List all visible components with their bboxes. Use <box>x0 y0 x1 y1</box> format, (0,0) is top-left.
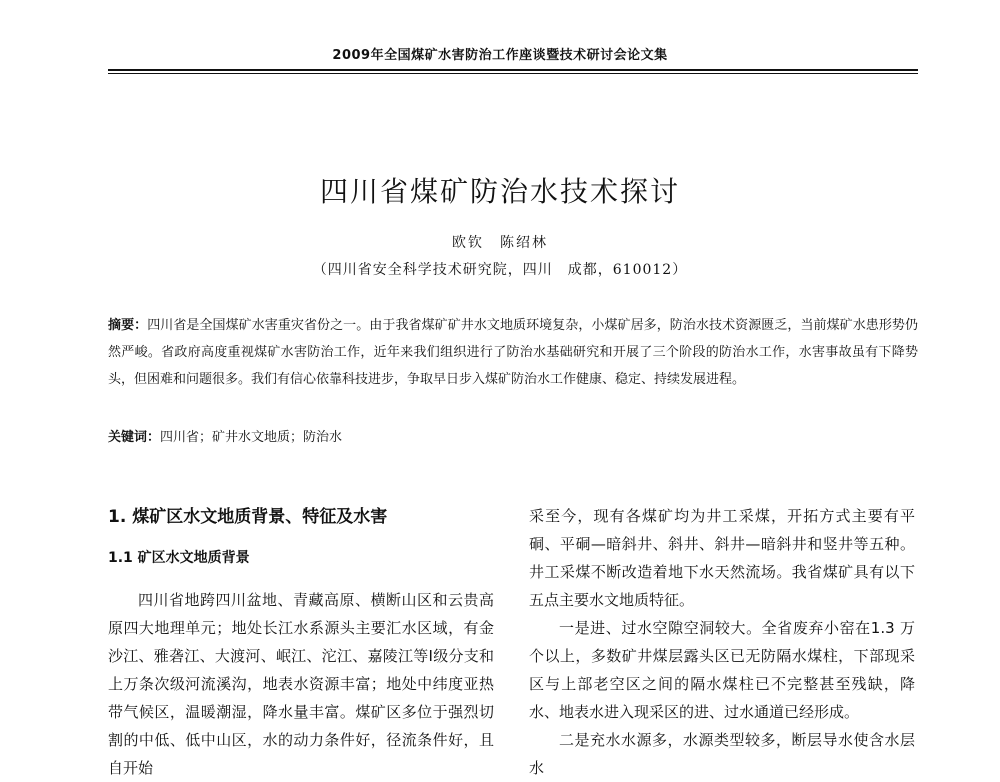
body-paragraph: 一是进、过水空隙空洞较大。全省废弃小窑在1.3 万个以上，多数矿井煤层露头区已无防隔水煤柱，下部现采区与上部老空区之间的隔水煤柱已不完整甚至残缺，降水、地表水进入现采区的进、过水通道已经形成。 <box>529 619 915 721</box>
abstract-label: 摘要： <box>108 318 148 333</box>
section-heading: 1. 煤矿区水文地质背景、特征及水害 <box>108 507 388 527</box>
keywords-label: 关键词： <box>108 430 161 445</box>
left-column <box>108 502 494 782</box>
paper-title: 四川省煤矿防治水技术探讨 <box>319 175 680 208</box>
keywords <box>108 424 918 451</box>
paper-affiliation: （四川省安全科学技术研究院，四川 成都，610012） <box>312 262 688 278</box>
header-rule <box>108 69 918 71</box>
keywords-text: 四川省；矿井水文地质；防治水 <box>160 430 343 445</box>
body-paragraph: 采至今，现有各煤矿均为井工采煤，开拓方式主要有平硐、平硐—暗斜井、斜井、斜井—暗斜井和竖井等五种。井工采煤不断改造着地下水天然流场。我省煤矿具有以下五点主要水文地质特征。 <box>529 507 915 609</box>
subsection-heading: 1.1 矿区水文地质背景 <box>108 550 250 566</box>
right-column <box>529 502 915 782</box>
body-paragraph: 四川省地跨四川盆地、青藏高原、横断山区和云贵高原四大地理单元；地处长江水系源头主要汇水区域，有金沙江、雅砻江、大渡河、岷江、沱江、嘉陵江等Ⅰ级分支和上万条次级河流溪沟，地表水资源丰富；地处中纬度亚热带气候区，温暖潮湿，降水量丰富。煤矿区多位于强烈切割的中低、低中山区，水的动力条件好，径流条件好，且自开始 <box>108 591 494 777</box>
header-rule-thin <box>108 73 918 74</box>
paper-authors: 欧钦 陈绍林 <box>452 235 548 251</box>
running-header: 2009年全国煤矿水害防治工作座谈暨技术研讨会论文集 <box>332 48 668 63</box>
abstract <box>108 312 918 393</box>
abstract-text: 四川省是全国煤矿水害重灾省份之一。由于我省煤矿矿井水文地质环境复杂，小煤矿居多，防治水技术资源匮乏，当前煤矿水患形势仍然严峻。省政府高度重视煤矿水害防治工作，近年来我们组织进行了防治水基础研究和开展了三个阶段的防治水工作，水害事故虽有下降势头，但困难和问题很多。我们有信心依靠科技进步，争取早日步入煤矿防治水工作健康、稳定、持续发展进程。 <box>108 318 918 387</box>
body-paragraph: 二是充水水源多，水源类型较多，断层导水使含水层水 <box>529 731 915 777</box>
